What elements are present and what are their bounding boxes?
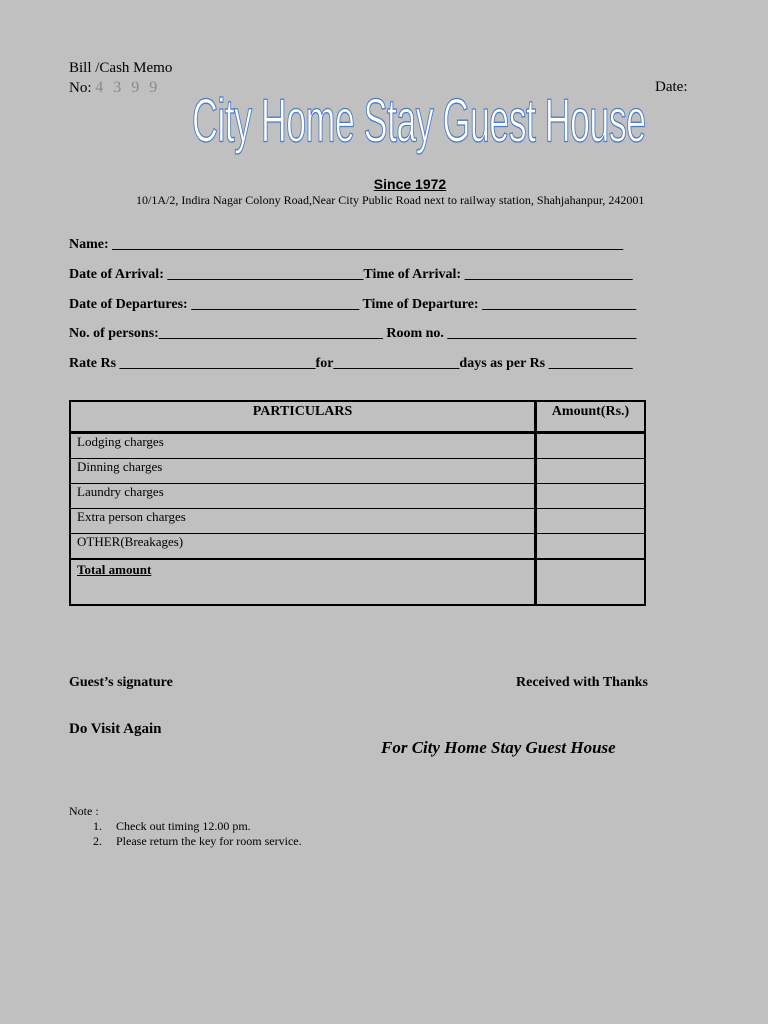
note-label: Note : <box>69 804 99 818</box>
particular-item: Laundry charges <box>70 484 536 509</box>
total-row <box>70 559 645 605</box>
table-row <box>70 459 645 484</box>
notes-list <box>93 819 302 849</box>
note-text: Please return the key for room service. <box>116 834 302 848</box>
memo-number <box>69 79 160 97</box>
amount-cell <box>536 459 646 484</box>
amount-cell <box>536 509 646 534</box>
received-label: Received with Thanks <box>516 675 648 690</box>
particular-item: Dinning charges <box>70 459 536 484</box>
list-item <box>93 819 302 834</box>
total-amount-cell <box>536 559 646 605</box>
particulars-header: PARTICULARS <box>70 401 536 433</box>
memo-number-label: No: <box>69 80 92 96</box>
note-text: Check out timing 12.00 pm. <box>116 819 251 833</box>
amount-cell <box>536 484 646 509</box>
rate-field: Rate Rs ____________________________for__________________days as per Rs ____________ <box>69 356 633 371</box>
amount-cell <box>536 534 646 560</box>
table-header-row <box>70 401 645 433</box>
business-address: 10/1A/2, Indira Nagar Colony Road,Near City Public Road next to railway station, Shahjahanpur, 242001 <box>136 193 645 207</box>
amount-cell <box>536 433 646 459</box>
list-item <box>93 834 302 849</box>
table-row <box>70 509 645 534</box>
amount-header: Amount(Rs.) <box>536 401 646 433</box>
particular-item: Extra person charges <box>70 509 536 534</box>
visit-again-label: Do Visit Again <box>69 721 162 737</box>
table-row <box>70 433 645 459</box>
particular-item: Lodging charges <box>70 433 536 459</box>
arrival-field: Date of Arrival: ____________________________Time of Arrival: ________________________ <box>69 267 633 282</box>
particular-item: OTHER(Breakages) <box>70 534 536 560</box>
table-row <box>70 534 645 560</box>
table-row <box>70 484 645 509</box>
persons-room-field: No. of persons:________________________________ Room no. ___________________________ <box>69 326 637 341</box>
total-label <box>70 559 536 605</box>
document-type: Bill /Cash Memo <box>69 60 173 76</box>
business-title: City Home Stay Guest House <box>192 87 646 156</box>
total-label-text: Total amount <box>77 562 152 577</box>
for-business-label: For City Home Stay Guest House <box>381 738 616 757</box>
name-field: Name: _________________________________________________________________________ <box>69 237 624 252</box>
particulars-table <box>69 400 646 606</box>
memo-number-value: 4 3 9 9 <box>95 79 161 96</box>
since-year: Since 1972 <box>373 176 447 192</box>
note-number: 1. <box>93 819 102 833</box>
guest-signature-label: Guest’s signature <box>69 675 173 690</box>
date-label: Date: <box>655 79 688 95</box>
note-number: 2. <box>93 834 102 848</box>
departure-field: Date of Departures: ________________________ Time of Departure: ______________________ <box>69 297 637 312</box>
